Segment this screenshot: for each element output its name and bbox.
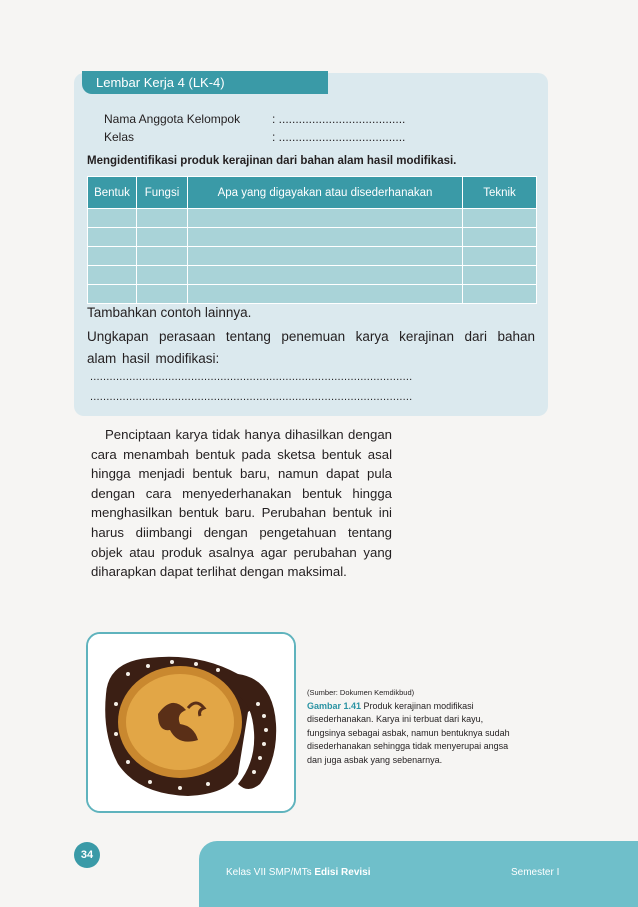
footer-book-info [226,867,371,878]
worksheet-table [87,176,537,304]
body-paragraph [91,425,392,582]
table-cell [188,247,463,266]
worksheet-instruction: Tambahkan contoh lainnya. [87,305,252,320]
table-cell [137,228,188,247]
answer-line: ................................................................................................... [90,371,413,383]
table-cell [88,209,137,228]
table-cell [188,266,463,285]
table-cell [88,247,137,266]
table-cell [188,285,463,304]
column-header: Teknik [463,177,537,209]
footer-edition: Edisi Revisi [314,867,371,878]
worksheet-heading: Mengidentifikasi produk kerajinan dari bahan alam hasil modifikasi. [87,155,457,167]
field-label: Nama Anggota Kelompok [104,112,241,126]
table-row [88,285,537,304]
field-group-members [104,112,405,126]
page-number: 34 [74,842,100,868]
table-cell [188,209,463,228]
footer-class-text: Kelas VII SMP/MTs [226,867,315,878]
column-header: Fungsi [137,177,188,209]
worksheet-title: Lembar Kerja 4 (LK-4) [82,71,328,94]
table-cell [188,228,463,247]
figure-label: Gambar 1.41 [307,701,362,711]
worksheet-prompt: Ungkapan perasaan tentang penemuan karya kerajinan dari bahan alam hasil modifikasi: [87,329,535,366]
field-class [104,130,405,144]
figure-caption-text: Produk kerajinan modifikasi disederhanakan. Karya ini terbuat dari kayu, fungsinya sebagai asbak, namun bentuknya sudah disederhanakan sehingga tidak menyerupai angsa dan juga asbak yang sebenarnya. [307,701,510,765]
body-text: Penciptaan karya tidak hanya dihasilkan dengan cara menambah bentuk pada sketsa bentuk asal hingga menjadi bentuk baru, namun dapat pula dengan cara menyederhanakan bentuk hingga menghasilkan bentuk baru. Perubahan bentuk ini harus diimbangi dengan pengetahuan tentang objek atau produk asalnya agar perubahan yang diharapkan dapat terlihat dengan maksimal. [91,427,392,580]
table-cell [137,209,188,228]
column-header: Bentuk [88,177,137,209]
table-cell [88,285,137,304]
table-cell [463,228,537,247]
footer-semester: Semester I [511,867,560,878]
field-label: Kelas [104,130,135,144]
ashtray-photo [86,632,296,813]
table-cell [463,285,537,304]
field-value: : ...................................... [272,130,406,144]
ashtray-illustration [88,634,294,811]
table-cell [88,228,137,247]
field-value: : ...................................... [272,112,406,126]
figure-caption [307,700,512,767]
table-cell [137,247,188,266]
table-cell [137,266,188,285]
answer-line: ................................................................................................... [90,391,413,403]
table-cell [463,247,537,266]
table-row [88,266,537,285]
table-row [88,228,537,247]
table-row [88,247,537,266]
table-cell [463,266,537,285]
figure-source: (Sumber: Dokumen Kemdikbud) [307,688,415,697]
table-cell [88,266,137,285]
table-cell [137,285,188,304]
table-cell [463,209,537,228]
table-row [88,209,537,228]
column-header: Apa yang digayakan atau disederhanakan [188,177,463,209]
table-header-row [88,177,537,209]
